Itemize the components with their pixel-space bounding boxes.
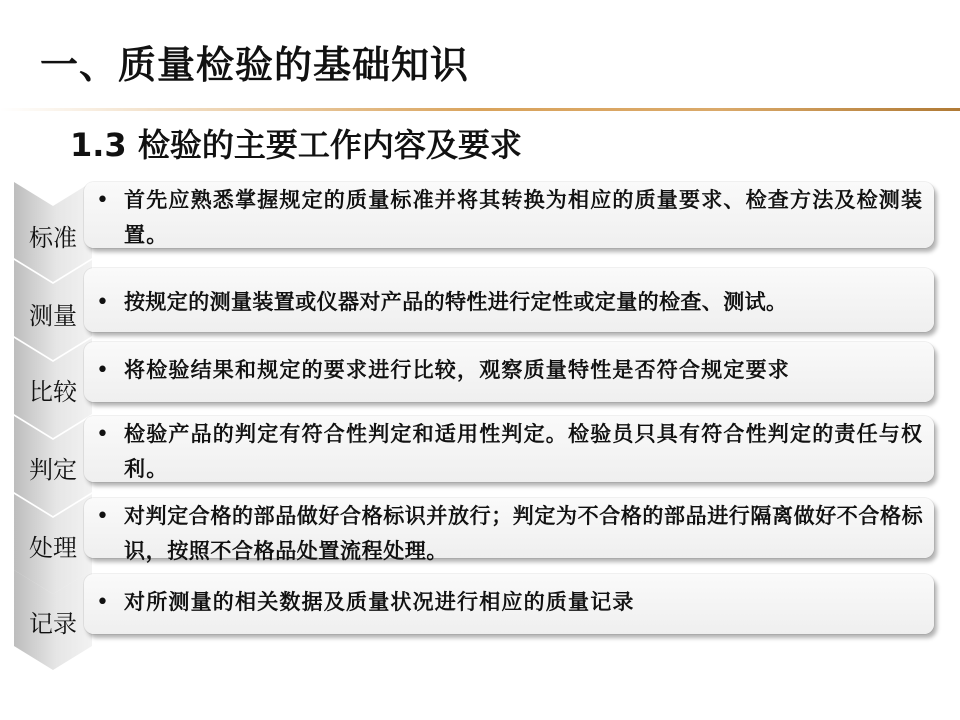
slide-subtitle: 1.3 检验的主要工作内容及要求 (70, 126, 522, 164)
step-label: 测量 (29, 302, 77, 330)
step-text: 按规定的测量装置或仪器对产品的特性进行定性或定量的检查、测试。 (124, 289, 788, 314)
slide-title: 一、质量检验的基础知识 (40, 43, 470, 87)
step-text: 首先应熟悉掌握规定的质量标准并将其转换为相应的质量要求、检查方法及检测装置。 (124, 187, 924, 247)
step-text: 检验产品的判定有符合性判定和适用性判定。检验员只具有符合性判定的责任与权利。 (124, 421, 924, 481)
step-label: 记录 (29, 610, 77, 638)
step-label: 判定 (29, 456, 77, 484)
step-text: 将检验结果和规定的要求进行比较，观察质量特性是否符合规定要求 (124, 357, 790, 382)
step-text: 对判定合格的部品做好合格标识并放行；判定为不合格的部品进行隔离做好不合格标识，按照不合格品处置流程处理。 (124, 503, 924, 563)
step-text: 对所测量的相关数据及质量状况进行相应的质量记录 (124, 589, 635, 614)
bullet-dot: • (96, 590, 109, 615)
bullet-dot: • (96, 290, 109, 315)
bullet-dot: • (96, 188, 109, 213)
step-label: 处理 (29, 534, 77, 562)
bullet-dot: • (96, 422, 109, 447)
bullet-dot: • (96, 358, 109, 383)
bullet-dot: • (96, 504, 109, 529)
step-label: 比较 (29, 378, 77, 406)
step-label: 标准 (29, 224, 77, 252)
